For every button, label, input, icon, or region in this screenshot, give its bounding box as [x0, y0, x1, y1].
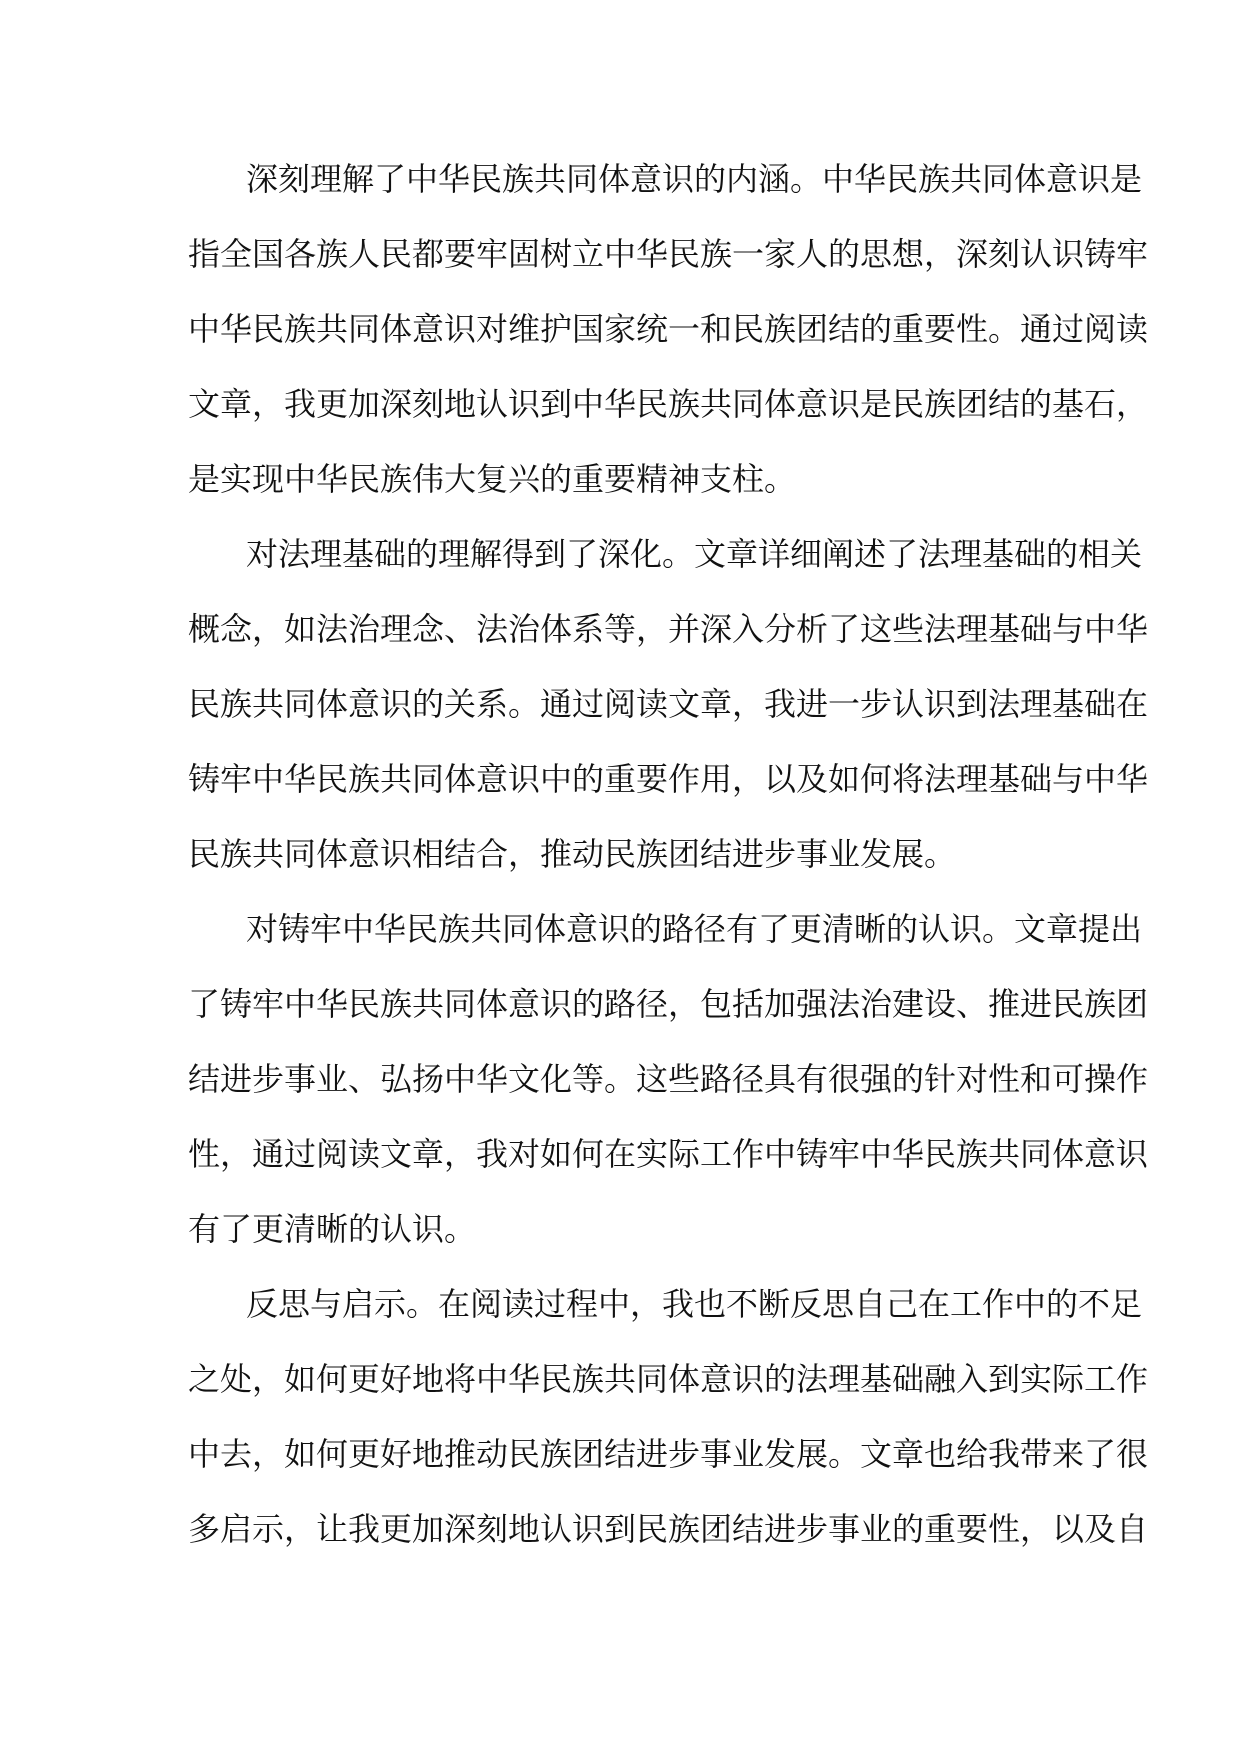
text-line: 对铸牢中华民族共同体意识的路径有了更清晰的认识。文章提出	[246, 910, 1143, 948]
paragraph-3	[188, 892, 1149, 1267]
text-line: 对法理基础的理解得到了深化。文章详细阐述了法理基础的相关	[246, 535, 1143, 573]
text-line: 中华民族共同体意识对维护国家统一和民族团结的重要性。通过阅读	[188, 310, 1149, 348]
document-body	[188, 142, 1149, 1567]
text-line: 文章，我更加深刻地认识到中华民族共同体意识是民族团结的基石，	[188, 385, 1149, 423]
text-line: 之处，如何更好地将中华民族共同体意识的法理基础融入到实际工作	[188, 1360, 1149, 1398]
paragraph-4	[188, 1267, 1149, 1567]
text-line: 反思与启示。在阅读过程中，我也不断反思自己在工作中的不足	[246, 1285, 1143, 1323]
text-line: 概念，如法治理念、法治体系等，并深入分析了这些法理基础与中华	[188, 610, 1149, 648]
paragraph-1	[188, 142, 1149, 517]
text-line: 铸牢中华民族共同体意识中的重要作用，以及如何将法理基础与中华	[188, 760, 1149, 798]
text-line: 结进步事业、弘扬中华文化等。这些路径具有很强的针对性和可操作	[188, 1060, 1149, 1098]
text-line: 指全国各族人民都要牢固树立中华民族一家人的思想，深刻认识铸牢	[188, 235, 1149, 273]
text-line: 有了更清晰的认识。	[188, 1210, 477, 1248]
paragraph-2	[188, 517, 1149, 892]
text-line: 民族共同体意识的关系。通过阅读文章，我进一步认识到法理基础在	[188, 685, 1149, 723]
text-line: 性，通过阅读文章，我对如何在实际工作中铸牢中华民族共同体意识	[188, 1135, 1149, 1173]
text-line: 多启示，让我更加深刻地认识到民族团结进步事业的重要性，以及自	[188, 1510, 1149, 1548]
text-line: 了铸牢中华民族共同体意识的路径，包括加强法治建设、推进民族团	[188, 985, 1149, 1023]
text-line: 是实现中华民族伟大复兴的重要精神支柱。	[188, 460, 797, 498]
text-line: 中去，如何更好地推动民族团结进步事业发展。文章也给我带来了很	[188, 1435, 1149, 1473]
text-line: 深刻理解了中华民族共同体意识的内涵。中华民族共同体意识是	[246, 160, 1143, 198]
text-line: 民族共同体意识相结合，推动民族团结进步事业发展。	[188, 835, 957, 873]
